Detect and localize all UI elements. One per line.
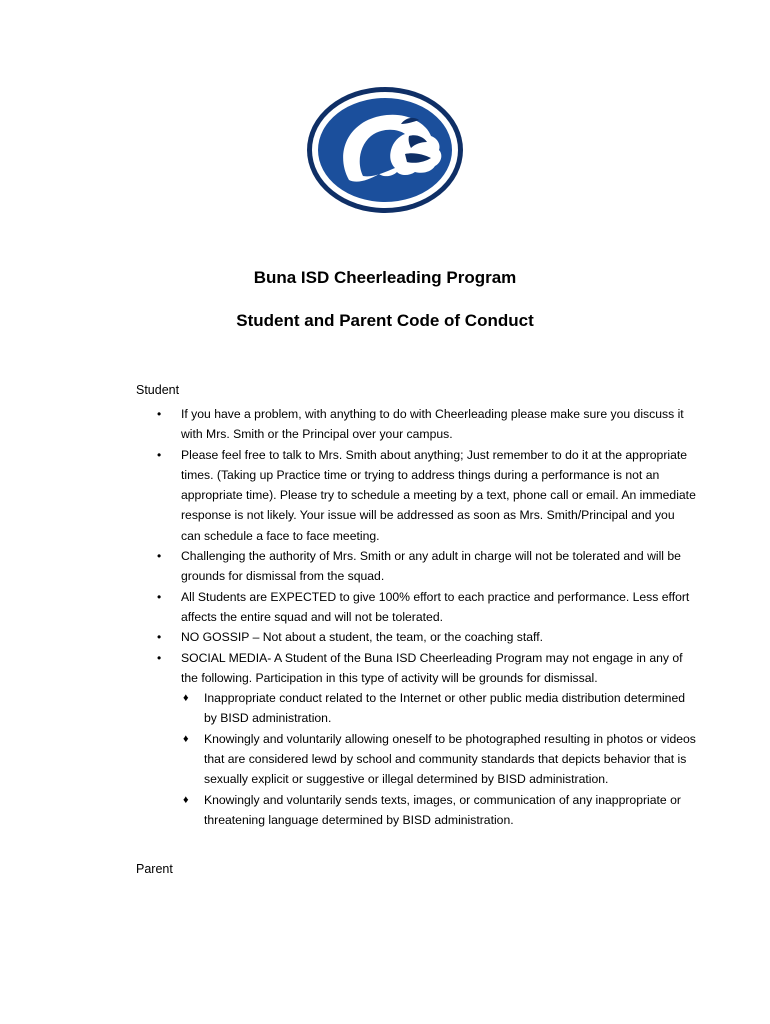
list-item-text: Please feel free to talk to Mrs. Smith about anything; Just remember to do it at the appropriate times. (Taking up Practice time or trying to address things during a performance is not an appropriate time). Please try to schedule a meeting by a text, phone call or email. An immediate response is not likely. Your issue will be addressed as soon as Mrs. Smith/Principal and you can schedule a face to face meeting. <box>181 447 696 543</box>
program-title: Buna ISD Cheerleading Program <box>253 268 517 287</box>
list-item <box>136 445 696 546</box>
diamond-bullet-icon: ♦ <box>183 692 189 705</box>
list-item-text: Challenging the authority of Mrs. Smith or any adult in charge will not be tolerated and will be grounds for dismissal from the squad. <box>181 549 681 584</box>
sub-list-item <box>181 729 696 790</box>
bullet-icon: • <box>157 650 162 665</box>
bullet-icon: • <box>157 549 162 564</box>
panther-logo <box>305 84 465 216</box>
bullet-icon: • <box>157 589 162 604</box>
sub-list-item <box>181 790 696 831</box>
list-item <box>136 546 696 587</box>
list-item-text: All Students are EXPECTED to give 100% effort to each practice and performance. Less effort affects the entire squad and will not be tolerated. <box>181 589 690 624</box>
list-item <box>136 648 696 831</box>
sub-list-item-text: Knowingly and voluntarily sends texts, images, or communication of any inappropriate or threatening language determined by BISD administration. <box>204 792 681 827</box>
bullet-icon: • <box>157 447 162 462</box>
parent-section-label: Parent <box>136 862 173 876</box>
diamond-bullet-icon: ♦ <box>183 732 189 745</box>
list-item-text: NO GOSSIP – Not about a student, the team, or the coaching staff. <box>181 630 543 645</box>
student-rules-list <box>136 404 696 830</box>
code-of-conduct-title: Student and Parent Code of Conduct <box>236 311 534 330</box>
panther-head-icon <box>305 84 465 216</box>
student-section-label: Student <box>136 383 180 397</box>
list-item <box>136 587 696 628</box>
bullet-icon: • <box>157 630 162 645</box>
sub-list-item-text: Inappropriate conduct related to the Internet or other public media distribution determined by BISD administration. <box>204 691 686 726</box>
sub-list-item <box>181 688 696 729</box>
diamond-bullet-icon: ♦ <box>183 793 189 806</box>
sub-list-item-text: Knowingly and voluntarily allowing oneself to be photographed resulting in photos or videos that are considered lewd by school and community standards that depicts behavior that is sexually explicit or suggestive or illegal determined by BISD administration. <box>204 731 696 787</box>
list-item <box>136 404 696 445</box>
social-media-sublist <box>181 688 696 830</box>
bullet-icon: • <box>157 407 162 421</box>
list-item <box>136 627 696 647</box>
list-item-text: SOCIAL MEDIA- A Student of the Buna ISD Cheerleading Program may not engage in any of the following. Participation in this type of activity will be grounds for dismissal. <box>181 650 683 685</box>
list-item-text: If you have a problem, with anything to do with Cheerleading please make sure you discuss it with Mrs. Smith or the Principal over your campus. <box>181 407 684 442</box>
